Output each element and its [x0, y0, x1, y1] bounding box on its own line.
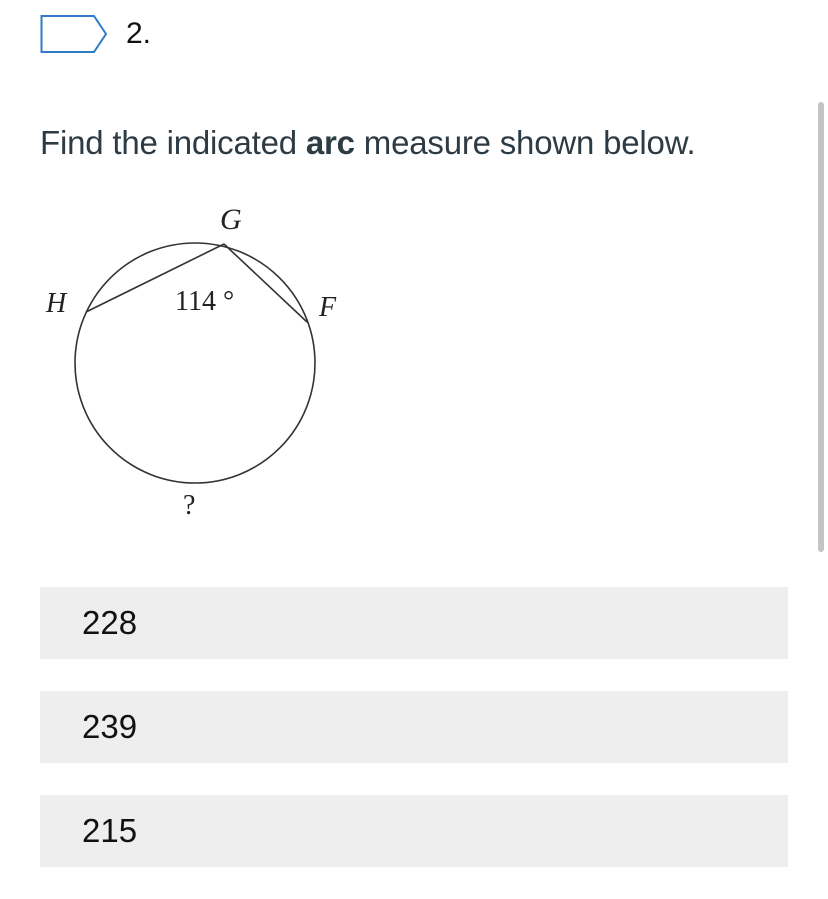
flag-icon[interactable]	[40, 14, 108, 54]
answer-list	[40, 587, 788, 899]
question-header	[40, 14, 151, 54]
angle-label: 114 °	[175, 286, 235, 317]
question-number: 2.	[126, 17, 152, 50]
circle-figure	[36, 196, 356, 526]
answer-option[interactable]	[40, 587, 788, 659]
chord-gf	[224, 244, 307, 322]
answer-label: 239	[82, 708, 138, 745]
circle	[75, 243, 315, 483]
prompt-text-after: measure shown below.	[354, 124, 696, 161]
answer-option[interactable]	[40, 795, 788, 867]
question-prompt	[40, 124, 696, 162]
scrollbar[interactable]	[818, 102, 824, 552]
answer-label: 215	[82, 812, 138, 849]
answer-label: 228	[82, 604, 138, 641]
prompt-text-before: Find the indicated	[40, 124, 306, 161]
label-f: F	[319, 292, 337, 323]
label-h: H	[46, 288, 67, 319]
answer-option[interactable]	[40, 691, 788, 763]
prompt-bold-word: arc	[305, 124, 355, 161]
label-g: G	[220, 203, 242, 236]
unknown-arc-label: ?	[183, 490, 196, 521]
